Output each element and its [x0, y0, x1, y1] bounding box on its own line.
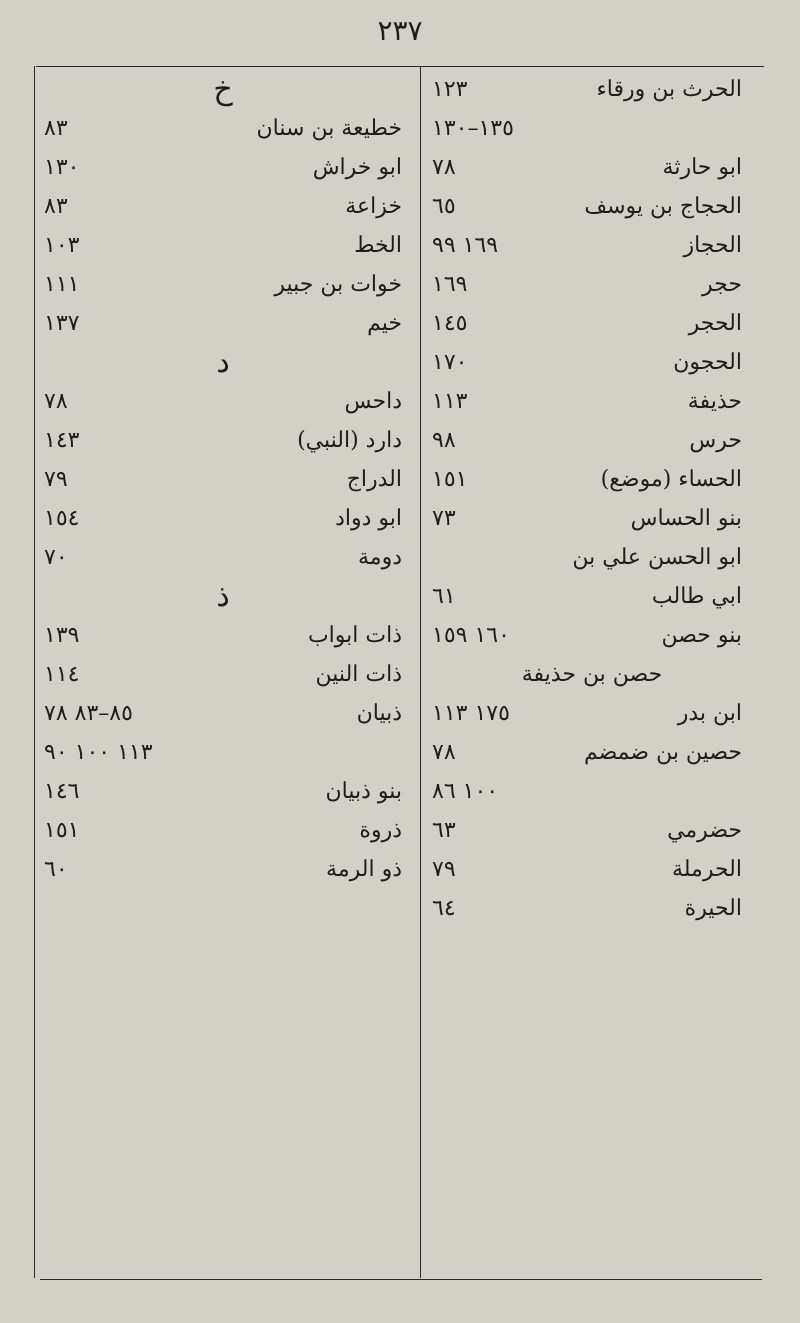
- entry-page-refs: ٧٠: [44, 545, 68, 570]
- entry-page-refs: ١٠٣: [44, 233, 80, 258]
- entry-page-refs: ١٣٧: [44, 311, 80, 336]
- entry-page-refs: ٦١: [432, 584, 456, 609]
- entry-name: الدراج: [346, 467, 402, 492]
- index-entry: [432, 655, 742, 694]
- index-entry: [432, 70, 742, 109]
- entry-name: الحجر: [688, 311, 742, 336]
- entry-name: الحرملة: [671, 857, 742, 882]
- index-entry: [44, 733, 402, 772]
- entry-name: الحجاز: [683, 233, 742, 258]
- index-entry: [432, 382, 742, 421]
- entry-page-refs: ١٦٩ ٩٩: [432, 233, 499, 258]
- column-divider: [420, 66, 421, 1278]
- index-entry: [432, 811, 742, 850]
- index-entry: [44, 109, 402, 148]
- section-letter-text: د: [216, 345, 230, 380]
- entry-name: ابو الحسن علي بن: [572, 545, 742, 570]
- entry-page-refs: ١٧٠: [432, 350, 468, 375]
- section-letter: [44, 343, 402, 382]
- entry-name: ذات النين: [315, 662, 402, 687]
- entry-page-refs: ١٦٩: [432, 272, 468, 297]
- entry-name: ابي طالب: [651, 584, 742, 609]
- entry-page-refs: ٦٣: [432, 818, 456, 843]
- section-letter-text: خ: [213, 72, 233, 107]
- index-column-left: [44, 70, 402, 889]
- entry-page-refs: ٨٣: [44, 116, 68, 141]
- index-entry: [44, 265, 402, 304]
- entry-page-refs: ١٢٣: [432, 77, 468, 102]
- entry-name: حصن بن حذيفة: [521, 662, 663, 687]
- index-entry: [432, 538, 742, 577]
- index-entry: [44, 772, 402, 811]
- entry-name: خيم: [367, 311, 402, 336]
- entry-page-refs: ١١٣: [432, 389, 468, 414]
- entry-page-refs: ١٠٠ ٨٦: [432, 779, 499, 804]
- entry-page-refs: ٧٩: [432, 857, 456, 882]
- index-entry: [432, 421, 742, 460]
- entry-page-refs: ١١١: [44, 272, 80, 297]
- index-entry: [44, 655, 402, 694]
- entry-page-refs: ٧٨: [432, 740, 456, 765]
- index-entry: [44, 148, 402, 187]
- entry-page-refs: ١٥١: [432, 467, 468, 492]
- entry-name: دارد (النبي): [297, 428, 402, 453]
- entry-page-refs: ١٤٥: [432, 311, 468, 336]
- entry-page-refs: ١١٤: [44, 662, 80, 687]
- section-letter: [44, 70, 402, 109]
- entry-name: ذات ابواب: [307, 623, 402, 648]
- index-entry: [432, 694, 742, 733]
- entry-page-refs: ٨٣: [44, 194, 68, 219]
- index-entry: [432, 577, 742, 616]
- index-entry: [44, 850, 402, 889]
- index-entry: [432, 148, 742, 187]
- entry-name: بنو الحساس: [630, 506, 742, 531]
- entry-page-refs: ١٣٩: [44, 623, 80, 648]
- entry-name: ذو الرمة: [326, 857, 402, 882]
- entry-page-refs: ١٤٦: [44, 779, 80, 804]
- index-entry: [44, 616, 402, 655]
- bottom-rule: [40, 1279, 762, 1280]
- index-entry: [44, 499, 402, 538]
- entry-page-refs: ٧٨: [432, 155, 456, 180]
- entry-name: حجر: [702, 272, 742, 297]
- page-number: ٢٣٧: [377, 14, 423, 47]
- entry-page-refs: ١٣٥–١٣٠: [432, 116, 514, 141]
- entry-name: خوات بن جبير: [274, 272, 402, 297]
- entry-page-refs: ٦٥: [432, 194, 456, 219]
- entry-name: خطيعة بن سنان: [256, 116, 402, 141]
- section-letter-text: ذ: [216, 579, 230, 614]
- entry-page-refs: ١٦٠ ١٥٩: [432, 623, 510, 648]
- entry-name: دومة: [358, 545, 402, 570]
- index-entry: [432, 772, 742, 811]
- entry-name: حرس: [689, 428, 742, 453]
- index-column-right: [432, 70, 742, 928]
- entry-page-refs: ١١٣ ١٠٠ ٩٠: [44, 740, 153, 765]
- entry-name: بنو حصن: [661, 623, 742, 648]
- entry-page-refs: ٧٩: [44, 467, 68, 492]
- entry-name: بنو ذبيان: [325, 779, 402, 804]
- entry-name: خزاعة: [345, 194, 402, 219]
- entry-page-refs: ٩٨: [432, 428, 456, 453]
- index-entry: [44, 460, 402, 499]
- entry-name: الحرث بن ورقاء: [596, 77, 742, 102]
- entry-name: الحجاج بن يوسف: [584, 194, 742, 219]
- index-entry: [44, 226, 402, 265]
- entry-page-refs: ٧٨: [44, 389, 68, 414]
- index-entry: [44, 421, 402, 460]
- entry-name: ابو حارثة: [662, 155, 742, 180]
- top-rule: [36, 66, 764, 67]
- index-entry: [432, 304, 742, 343]
- entry-page-refs: ١٧٥ ١١٣: [432, 701, 510, 726]
- entry-page-refs: ٨٥–٨٣ ٧٨: [44, 701, 133, 726]
- entry-name: الحجون: [673, 350, 742, 375]
- index-entry: [44, 187, 402, 226]
- entry-page-refs: ١٥٤: [44, 506, 80, 531]
- entry-name: الخط: [354, 233, 402, 258]
- entry-page-refs: ١٥١: [44, 818, 80, 843]
- entry-page-refs: ٦٠: [44, 857, 68, 882]
- index-entry: [44, 304, 402, 343]
- entry-name: الحيرة: [684, 896, 742, 921]
- index-entry: [432, 850, 742, 889]
- entry-name: حذيفة: [687, 389, 742, 414]
- entry-name: حضرمي: [667, 818, 742, 843]
- entry-page-refs: ١٤٣: [44, 428, 80, 453]
- index-entry: [432, 265, 742, 304]
- index-entry: [432, 733, 742, 772]
- entry-name: ذبيان: [356, 701, 402, 726]
- entry-name: حصين بن ضمضم: [583, 740, 742, 765]
- index-entry: [432, 499, 742, 538]
- index-entry: [432, 109, 742, 148]
- index-entry: [432, 187, 742, 226]
- entry-page-refs: ١٣٠: [44, 155, 80, 180]
- left-rule: [34, 66, 35, 1278]
- index-entry: [432, 460, 742, 499]
- entry-name: ابو دواد: [335, 506, 402, 531]
- entry-name: داحس: [344, 389, 402, 414]
- entry-page-refs: ٦٤: [432, 896, 456, 921]
- index-entry: [44, 811, 402, 850]
- index-entry: [432, 889, 742, 928]
- index-entry: [432, 343, 742, 382]
- section-letter: [44, 577, 402, 616]
- index-entry: [432, 616, 742, 655]
- entry-page-refs: ٧٣: [432, 506, 456, 531]
- index-entry: [44, 694, 402, 733]
- entry-name: الحساء (موضع): [600, 467, 742, 492]
- index-entry: [44, 382, 402, 421]
- index-entry: [44, 538, 402, 577]
- index-entry: [432, 226, 742, 265]
- entry-name: ابو خراش: [312, 155, 402, 180]
- entry-name: ابن بدر: [677, 701, 742, 726]
- entry-name: ذروة: [359, 818, 402, 843]
